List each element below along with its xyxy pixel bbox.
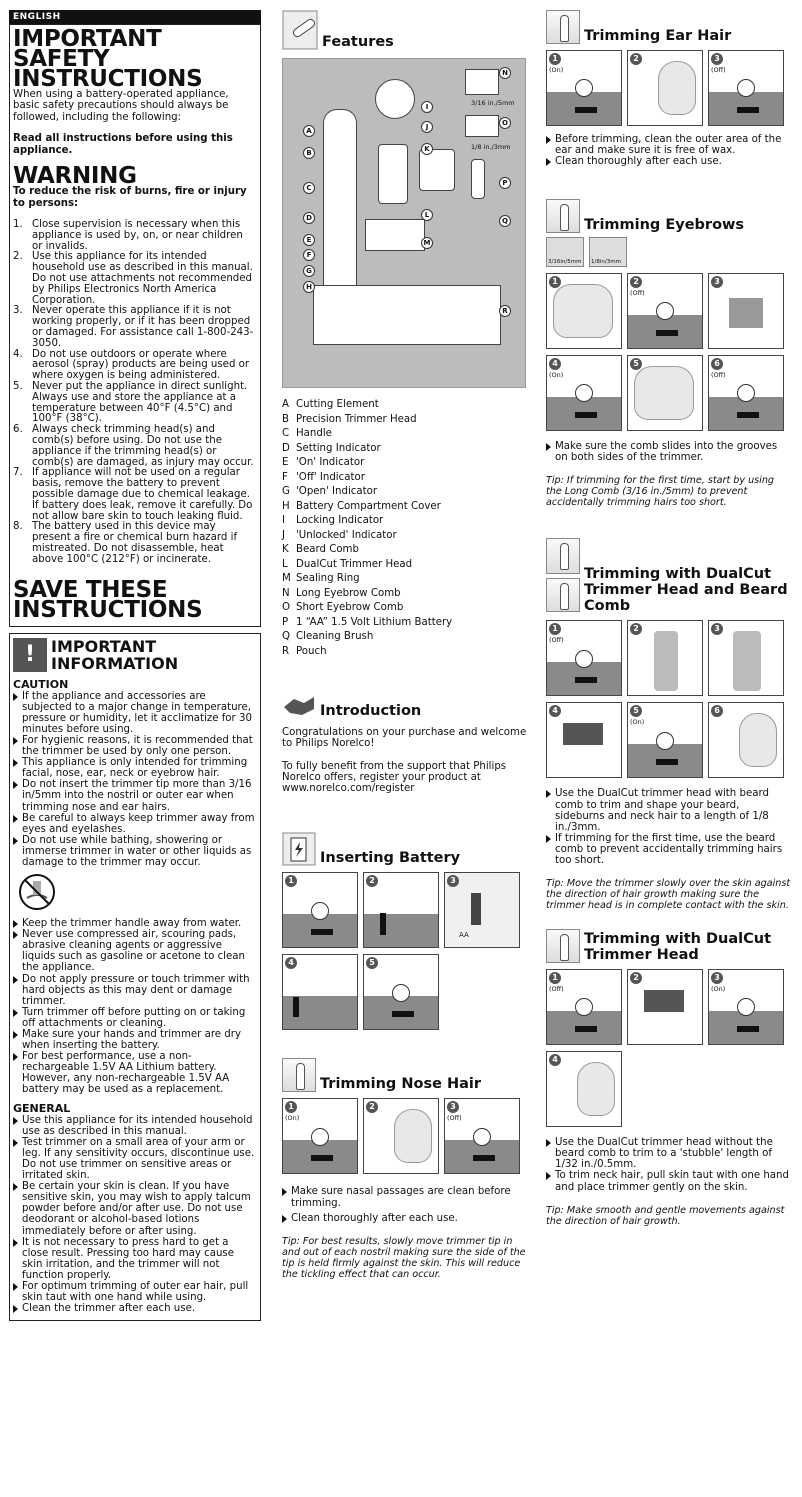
brow-step-1: 1 [546, 273, 622, 349]
list-item: G 'Open' Indicator [282, 486, 378, 497]
caution-list-2 [13, 918, 256, 1096]
brow-header [546, 199, 792, 233]
list-item: F 'Off' Indicator [282, 471, 365, 483]
features-column [282, 10, 530, 1280]
list-item: Q Cleaning Brush [282, 631, 374, 642]
label-g: G [303, 265, 315, 277]
list-item: H Battery Compartment Cover [282, 500, 441, 512]
brow-steps-row-2 [546, 355, 792, 431]
dual-beard-tip: Tip: Move the trimmer slowly over the skin against the direction of hair growth making sure the trimmer head is in complete contact with the skin. [546, 878, 791, 912]
warning-sub: To reduce the risk of burns, fire or injury to persons: [13, 186, 247, 210]
label-h: H [303, 281, 315, 293]
long-comb [465, 69, 499, 95]
list-item: For hygienic reasons, it is recommended that the trimmer be used by only one person. [13, 735, 256, 757]
features-header [282, 10, 530, 50]
brow-step-3: 3 [708, 273, 784, 349]
list-item: Be certain your skin is clean. If you have sensitive skin, you may wish to apply talcum powder before and/or after use. Do not use deodorant or alcohol-based lotions immediately before or after using. [13, 1181, 256, 1236]
battery [471, 159, 485, 199]
list-item: If the appliance and accessories are subjected to a major change in temperature, pressure or humidity, let it acclimatize for 30 minutes before using. [13, 691, 256, 735]
list-item: 3. Never operate this appliance if it is not working properly, or if it has been dropped or damaged. For assistance call 1-800-243-3050. [13, 305, 254, 349]
list-item: D Setting Indicator [282, 442, 381, 454]
handshake-icon [282, 689, 316, 719]
list-item: Do not apply pressure or touch trimmer with hard objects as this may dent or damage trimmer. [13, 974, 256, 1007]
dual-beard-step-2: 2 [627, 620, 703, 696]
list-item: Make sure nasal passages are clean before trimming. [282, 1186, 530, 1208]
list-item: Clean thoroughly after each use. [546, 156, 792, 167]
list-item: Make sure your hands and trimmer are dry when inserting the battery. [13, 1029, 256, 1051]
ear-step-1: 1 (On) [546, 50, 622, 126]
brow-combs [546, 237, 792, 267]
general-list [13, 1115, 256, 1315]
dual-beard-steps-row-1 [546, 620, 792, 696]
beard-comb-icon [546, 578, 580, 612]
battery-steps-row-1 [282, 872, 530, 948]
label-d: D [303, 212, 315, 224]
list-item: J 'Unlocked' Indicator [282, 529, 397, 541]
dual-beard-step-3: 3 [708, 620, 784, 696]
battery-header [282, 832, 530, 866]
list-item: Use the DualCut trimmer head without the beard comb to trim to a 'stubble' length of 1/32 in./0.5mm. [546, 1137, 792, 1170]
trimmer-icon [282, 1058, 316, 1092]
list-item: This appliance is only intended for trimming facial, nose, ear, neck or eyebrow hair. [13, 757, 256, 779]
language-label: ENGLISH [9, 10, 261, 24]
nose-title: Trimming Nose Hair [320, 1076, 482, 1093]
nose-step-3: 3 (Off) [444, 1098, 520, 1174]
label-b: B [303, 147, 315, 159]
list-item: Make sure the comb slides into the grooves on both sides of the trimmer. [546, 441, 792, 463]
label-e: E [303, 234, 315, 246]
product-diagram [282, 58, 526, 388]
dual-beard-step-5: 5 (On) [627, 702, 703, 778]
list-item: Clean thoroughly after each use. [282, 1213, 530, 1224]
label-n: N [499, 67, 511, 79]
read-all-text: Read all instructions before using this appliance. [13, 132, 233, 156]
dual-step-3: 3 (On) [708, 969, 784, 1045]
list-item: To trim neck hair, pull skin taut with one hand and place trimmer gently on the skin. [546, 1170, 792, 1192]
list-item: L DualCut Trimmer Head [282, 558, 413, 570]
no-water-icon [17, 872, 57, 912]
pouch [313, 285, 501, 345]
label-r: R [499, 305, 511, 317]
list-item: 2. Use this appliance for its intended household use as described in this manual. Do not use attachments not recommended by Philips Electronics North America Corporation. [13, 251, 253, 306]
dual-list [546, 1137, 792, 1192]
general-title: GENERAL [13, 1101, 71, 1115]
trimmer-body [323, 109, 357, 309]
dualcut-head [378, 144, 408, 204]
list-item: B Precision Trimmer Head [282, 413, 417, 425]
warning-title: WARNING [13, 163, 137, 190]
battery-step-3: 3 AA [444, 872, 520, 948]
brow-list [546, 441, 792, 463]
list-item: O Short Eyebrow Comb [282, 602, 404, 613]
dual-beard-step-6: 6 [708, 702, 784, 778]
list-item: Be careful to always keep trimmer away from eyes and eyelashes. [13, 813, 256, 835]
nose-list [282, 1186, 530, 1223]
list-item: P 1 “AA” 1.5 Volt Lithium Battery [282, 616, 453, 628]
info-box [9, 633, 261, 1322]
brow-steps-row-1 [546, 273, 792, 349]
caution-title: CAUTION [13, 677, 69, 691]
trimmer-icon [282, 10, 318, 50]
brow-step-4: 4 (On) [546, 355, 622, 431]
list-item: For optimum trimming of outer ear hair, pull skin taut with one hand while using. [13, 1281, 256, 1303]
dual-beard-header [546, 538, 792, 614]
battery-step-2: 2 [363, 872, 439, 948]
list-item: R Pouch [282, 645, 327, 657]
trimmer-icon [546, 199, 580, 233]
list-item: 7. If appliance will not be used on a regular basis, remove the battery to prevent possible damage due to chemical leakage. If battery does leak, remove it carefully. Do not allow bare skin to touch leaking fluid. [13, 467, 253, 522]
sealing-ring-detail [365, 219, 425, 251]
nose-step-1: 1 (On) [282, 1098, 358, 1174]
battery-step-4: 4 [282, 954, 358, 1030]
battery-steps-row-2 [282, 954, 530, 1030]
short-comb [465, 115, 499, 137]
long-comb-size: 3/16 in./5mm [471, 99, 515, 107]
warning-list [13, 220, 256, 566]
list-item: Use this appliance for its intended household use as described in this manual. [13, 1115, 256, 1137]
label-p: P [499, 177, 511, 189]
battery-icon [282, 832, 316, 866]
trimmer-icon [546, 10, 580, 44]
info-title: IMPORTANT INFORMATION [51, 636, 179, 673]
dual-steps-row-1 [546, 969, 792, 1045]
label-l: L [421, 209, 433, 221]
important-title: IMPORTANT SAFETY INSTRUCTIONS [13, 26, 203, 92]
dual-step-2: 2 [627, 969, 703, 1045]
trimmer-icon [546, 538, 580, 574]
long-comb-icon: 3/16in/5mm [546, 237, 584, 267]
dual-steps-row-2 [546, 1051, 792, 1127]
usage-column [546, 10, 792, 1227]
list-item: 8. The battery used in this device may present a fire or chemical burn hazard if mistreated. Do not disassemble, heat above 100°C (212°F) or incinerate. [13, 521, 238, 565]
save-title: SAVE THESE INSTRUCTIONS [13, 576, 203, 623]
list-item: Keep the trimmer handle away from water. [13, 918, 256, 929]
list-item: Use the DualCut trimmer head with beard comb to trim and shape your beard, sideburns and neck hair to a length of 1/8 in./3mm. [546, 788, 792, 832]
list-item: E 'On' Indicator [282, 457, 365, 468]
list-item: I Locking Indicator [282, 515, 384, 526]
safety-column [9, 10, 261, 1321]
dual-tip: Tip: Make smooth and gentle movements against the direction of hair growth. [546, 1204, 785, 1227]
brow-tip: Tip: If trimming for the first time, start by using the Long Comb (3/16 in./5mm) to prevent accidentally trimming hairs too short. [546, 475, 774, 509]
list-item: M Sealing Ring [282, 573, 360, 584]
list-item: Do not insert the trimmer tip more than 3/16 in/5mm into the nostril or outer ear when trimming nose and ear hairs. [13, 779, 256, 812]
brow-step-2: 2 (Off) [627, 273, 703, 349]
list-item: If trimming for the first time, use the beard comb to prevent accidentally trimming hairs too short. [546, 833, 792, 866]
ear-header [546, 10, 792, 44]
nose-step-2: 2 [363, 1098, 439, 1174]
list-item: A Cutting Element [282, 399, 379, 410]
trimmer-icon [546, 929, 580, 963]
nose-tip: Tip: For best results, slowly move trimmer tip in and out of each nostril making sure the side of the tip is held firmly against the skin. This will reduce the tickling effect that can occur. [282, 1235, 526, 1280]
intro-title: Introduction [320, 703, 422, 719]
label-q: Q [499, 215, 511, 227]
brow-step-6: 6 (Off) [708, 355, 784, 431]
ear-title: Trimming Ear Hair [584, 28, 732, 44]
short-comb-size: 1/8 in./3mm [471, 143, 511, 151]
intro-p1: Congratulations on your purchase and welcome to Philips Norelco! [282, 727, 527, 750]
ear-list [546, 134, 792, 167]
list-item: Test trimmer on a small area of your arm or leg. If any sensitivity occurs, discontinue use. Do not use trimmer on sensitive areas or irritated skin. [13, 1137, 256, 1181]
brow-step-5: 5 [627, 355, 703, 431]
label-j: J [421, 121, 433, 133]
list-item: 4. Do not use outdoors or operate where aerosol (spray) products are being used or where oxygen is being administered. [13, 348, 250, 382]
dual-beard-steps-row-2 [546, 702, 792, 778]
label-k: K [421, 143, 433, 155]
intro-p2: To fully benefit from the support that Philips Norelco offers, register your product at www.norelco.com/register [282, 760, 507, 795]
list-item: Do not use while bathing, showering or immerse trimmer in water or other liquids as damage to the trimmer may occur. [13, 835, 256, 868]
dual-beard-step-4: 4 [546, 702, 622, 778]
list-item: Before trimming, clean the outer area of the ear and make sure it is free of wax. [546, 134, 792, 156]
battery-title: Inserting Battery [320, 850, 461, 867]
list-item: Turn trimmer off before putting on or taking off attachments or cleaning. [13, 1007, 256, 1029]
dual-header [546, 929, 792, 963]
dual-step-4: 4 [546, 1051, 622, 1127]
dual-beard-list [546, 788, 792, 866]
battery-step-5: 5 [363, 954, 439, 1030]
list-item: C Handle [282, 428, 332, 439]
features-title: Features [322, 34, 394, 50]
label-m: M [421, 237, 433, 249]
label-i: I [421, 101, 433, 113]
beard-comb [419, 149, 455, 191]
list-item: For best performance, use a non-rechargeable 1.5V AA Lithium battery. However, any non-rechargeable 1.5V AA battery may be used as a replacement. [13, 1051, 256, 1095]
intro-text: When using a battery-operated appliance, basic safety precautions should always be followed, including the following: [13, 89, 229, 123]
features-list [282, 398, 530, 659]
list-item: Never use compressed air, scouring pads, abrasive cleaning agents or aggressive liquids such as gasoline or acetone to clean the appliance. [13, 929, 256, 973]
intro-header [282, 689, 530, 719]
nose-steps [282, 1098, 530, 1174]
list-item: K Beard Comb [282, 544, 359, 555]
dual-step-1: 1 (Off) [546, 969, 622, 1045]
dual-beard-title: Trimming with DualCut Trimmer Head and Beard Comb [584, 566, 788, 615]
info-header [13, 638, 256, 672]
ear-step-2: 2 [627, 50, 703, 126]
dual-title: Trimming with DualCut Trimmer Head [584, 931, 772, 964]
ear-steps [546, 50, 792, 126]
label-c: C [303, 182, 315, 194]
short-comb-icon: 1/8in/3mm [589, 237, 627, 267]
list-item: 1. Close supervision is necessary when this appliance is used by, on, or near children or invalids. [13, 219, 243, 252]
list-item: 5. Never put the appliance in direct sunlight. Always use and store the appliance at a temperature between 40°F (4.5°C) and 100°F (38°C). [13, 381, 248, 425]
list-item: Clean the trimmer after each use. [13, 1303, 256, 1314]
label-o: O [499, 117, 511, 129]
dual-beard-icons [546, 538, 580, 612]
caution-list [13, 691, 256, 869]
dual-beard-step-1: 1 (Off) [546, 620, 622, 696]
list-item: N Long Eyebrow Comb [282, 587, 401, 599]
label-a: A [303, 125, 315, 137]
ear-step-3: 3 (Off) [708, 50, 784, 126]
nose-header [282, 1058, 530, 1092]
list-item: It is not necessary to press hard to get a close result. Pressing too hard may cause skin irritation, and the trimmer will not function properly. [13, 1237, 256, 1281]
list-item: 6. Always check trimming head(s) and comb(s) before using. Do not use the appliance if the trimming head(s) or comb(s) are damaged, as injury may occur. [13, 424, 254, 468]
brow-title: Trimming Eyebrows [584, 217, 745, 234]
label-f: F [303, 249, 315, 261]
locking-detail [375, 79, 415, 119]
safety-box [9, 24, 261, 627]
battery-step-1: 1 [282, 872, 358, 948]
warning-icon [13, 638, 47, 672]
